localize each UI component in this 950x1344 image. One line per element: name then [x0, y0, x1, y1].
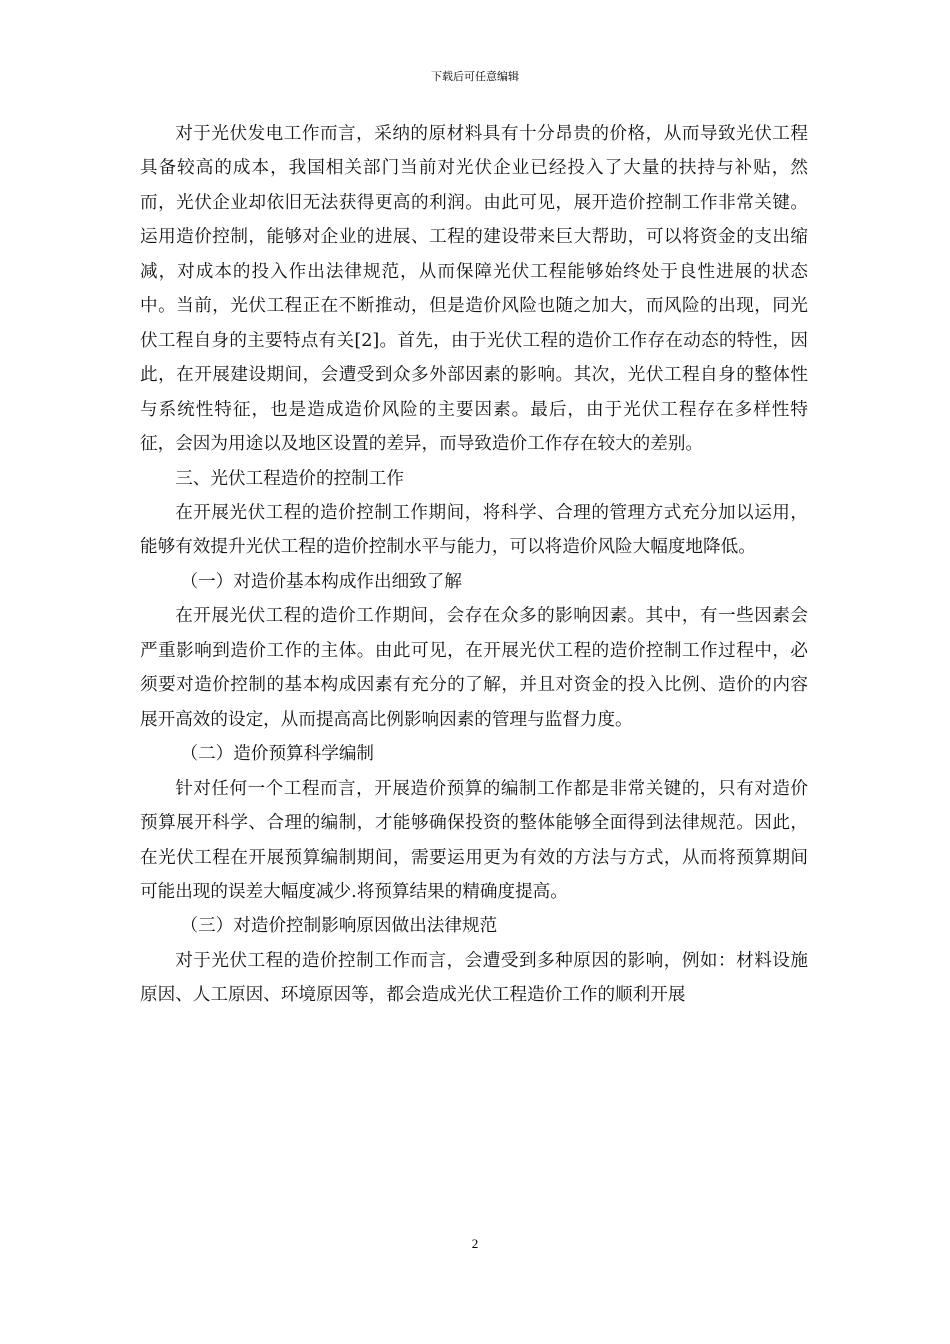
paragraph: 对于光伏发电工作而言，采纳的原材料具有十分昂贵的价格，从而导致光伏工程具备较高的成本，我国相关部门当前对光伏企业已经投入了大量的扶持与补贴，然而，光伏企业却依旧无法获得更高的利润。由此可见，展开造价控制工作非常关键。运用造价控制，能够对企业的进展、工程的建设带来巨大帮助，可以将资金的支出缩减，对成本的投入作出法律规范，从而保障光伏工程能够始终处于良性进展的状态中。当前，光伏工程正在不断推动，但是造价风险也随之加大，而风险的出现，同光伏工程自身的主要特点有关[2]。首先，由于光伏工程的造价工作存在动态的特性，因此，在开展建设期间，会遭受到众多外部因素的影响。其次，光伏工程自身的整体性与系统性特征，也是造成造价风险的主要因素。最后，由于光伏工程存在多样性特征，会因为用途以及地区设置的差异，而导致造价工作存在较大的差别。: [140, 124, 808, 455]
subsection-heading: （一）对造价基本构成作出细致了解: [180, 571, 462, 592]
document-body: [140, 117, 808, 1013]
subsection-heading: （三）对造价控制影响原因做出法律规范: [180, 916, 498, 937]
page-header: 下载后可任意编辑: [431, 70, 519, 83]
page-number: 2: [471, 1236, 479, 1251]
paragraph: 对于光伏工程的造价控制工作而言，会遭受到多种原因的影响，例如：材料设施原因、人工原因、环境原因等，都会造成光伏工程造价工作的顺利开展: [140, 950, 808, 1006]
paragraph: 在开展光伏工程的造价控制工作期间，将科学、合理的管理方式充分加以运用，能够有效提升光伏工程的造价控制水平与能力，可以将造价风险大幅度地降低。: [140, 502, 808, 558]
subsection-heading: （二）造价预算科学编制: [180, 744, 375, 765]
paragraph: 针对任何一个工程而言，开展造价预算的编制工作都是非常关键的，只有对造价预算展开科学、合理的编制，才能够确保投资的整体能够全面得到法律规范。因此，在光伏工程在开展预算编制期间，需要运用更为有效的方法与方式，从而将预算期间可能出现的误差大幅度减少.将预算结果的精确度提高。: [140, 778, 808, 902]
paragraph: 在开展光伏工程的造价工作期间，会存在众多的影响因素。其中，有一些因素会严重影响到造价工作的主体。由此可见，在开展光伏工程的造价控制工作过程中，必须要对造价控制的基本构成因素有充分的了解，并且对资金的投入比例、造价的内容展开高效的设定，从而提高高比例影响因素的管理与监督力度。: [140, 606, 808, 730]
section-heading: 三、光伏工程造价的控制工作: [175, 468, 404, 489]
